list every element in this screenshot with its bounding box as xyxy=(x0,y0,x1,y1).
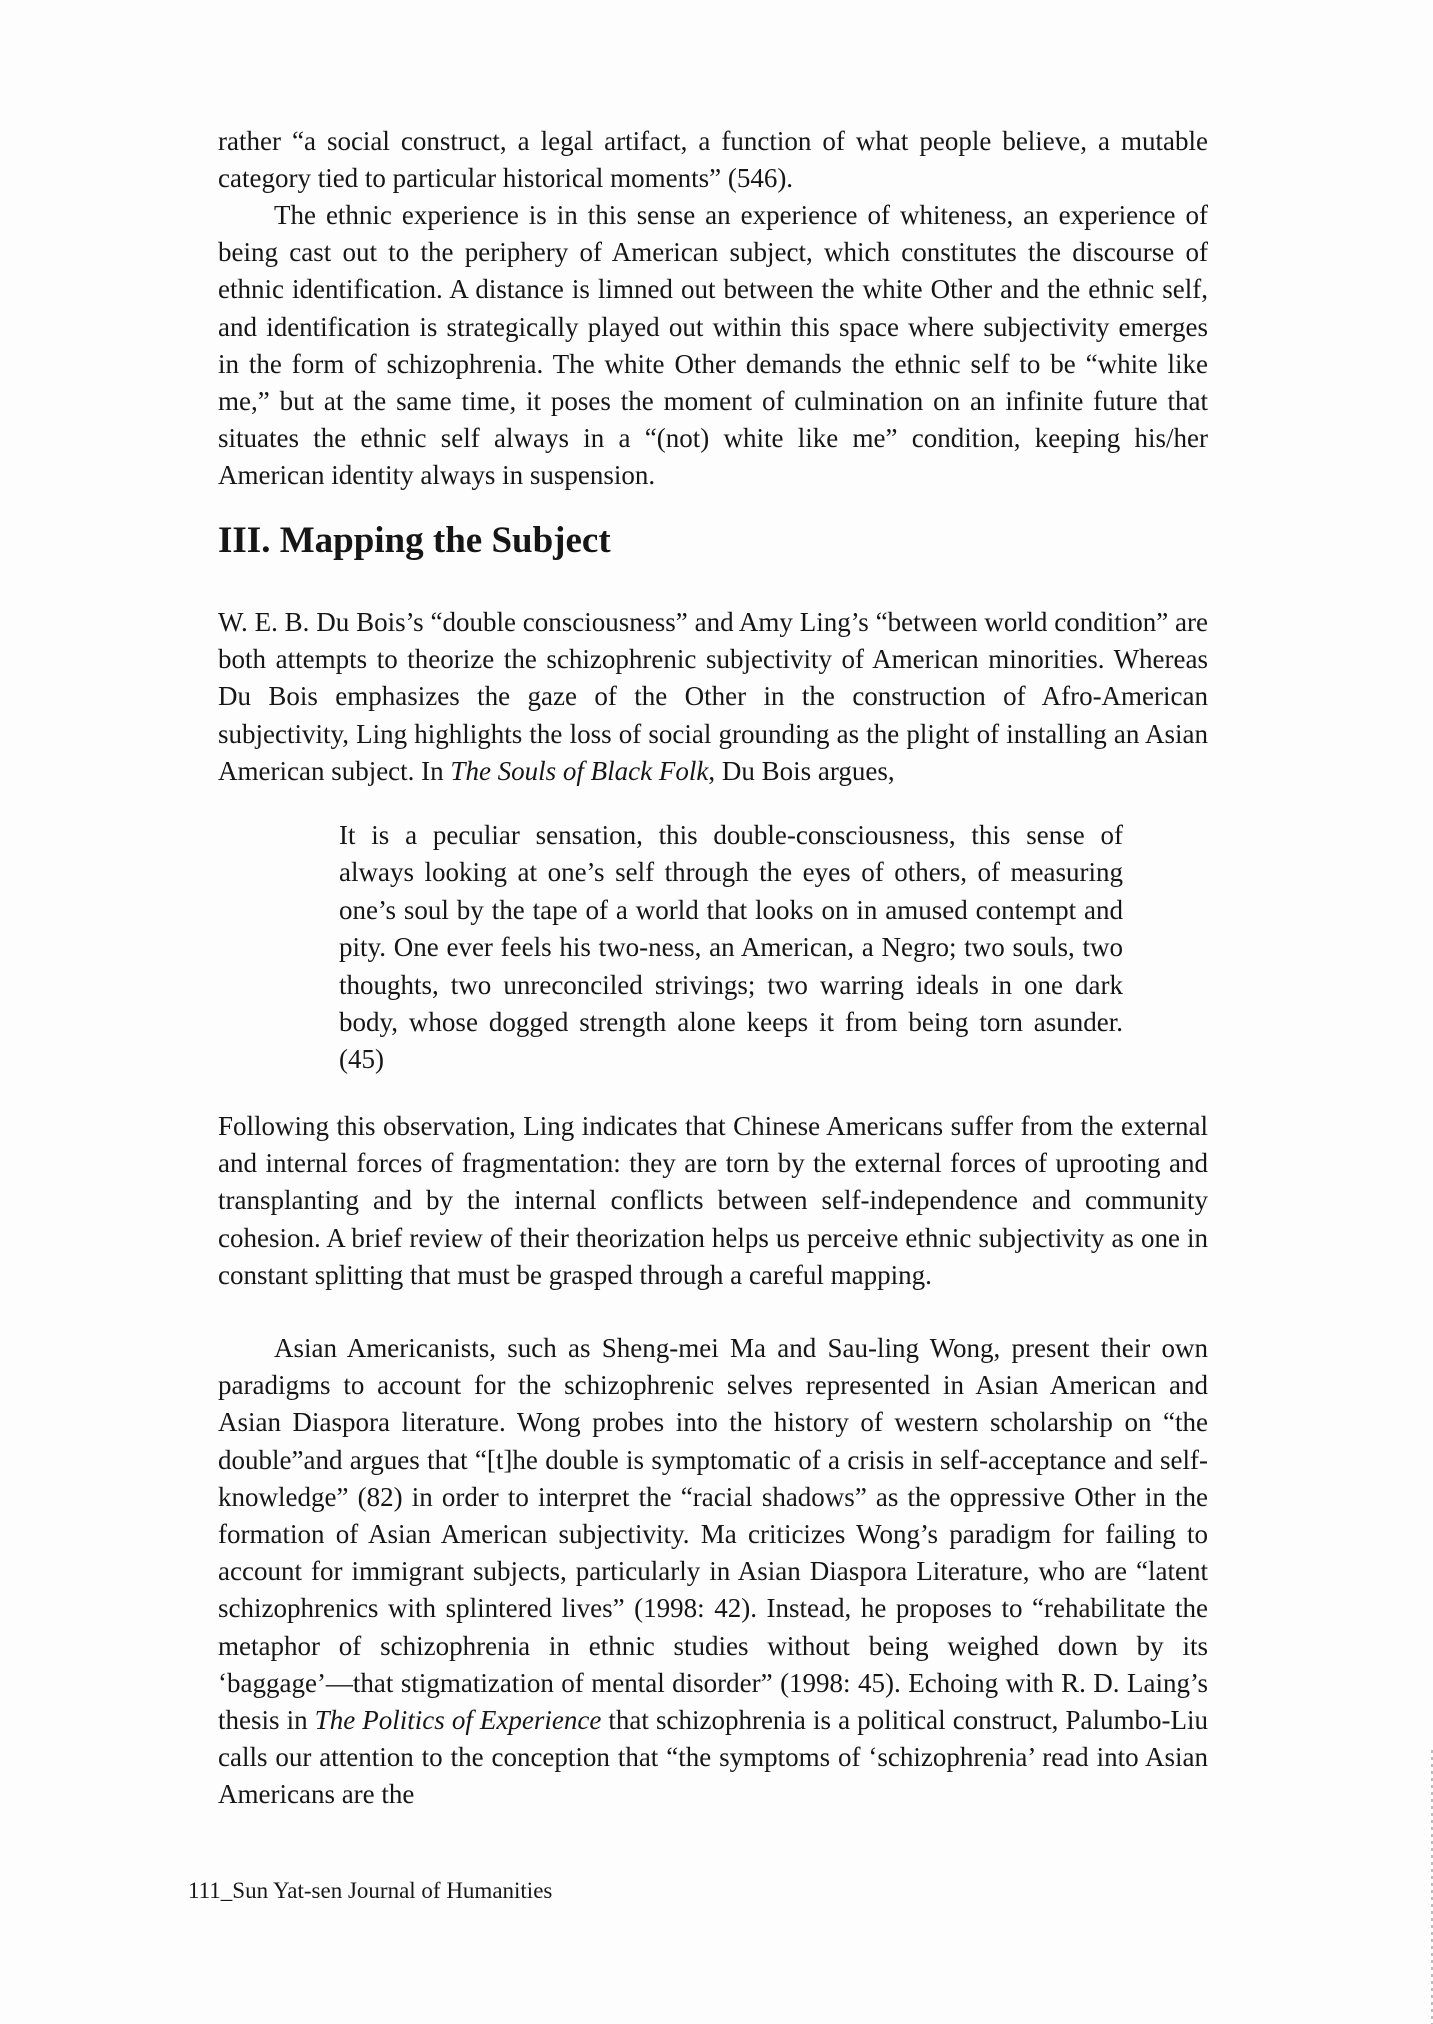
block-quote: It is a peculiar sensation, this double-consciousness, this sense of always looking at one’s self through the eyes of others, of measuring one’s soul by the tape of a world that looks on in amused contempt and pity. One ever feels his two-ness, an American, a Negro; two souls, two thoughts, two unreconciled strivings; two warring ideals in one dark body, whose dogged strength alone keeps it from being torn asunder. (45) xyxy=(339,820,1123,1075)
paragraph-continuation: rather “a social construct, a legal artifact, a function of what people believe, a mutable category tied to particular historical moments” (546). xyxy=(218,126,1208,194)
paragraph-asian-americanists-text: Asian Americanists, such as Sheng-mei Ma and Sau-ling Wong, present their own paradigms to account for the schizophrenic selves represented in Asian American and Asian Diaspora literature. Wong probes into the history of western scholarship on “the double”and argues that “[t]he double is symptomatic of a crisis in self-acceptance and self-knowledge” (82) in order to interpret the “racial shadows” as the oppressive Other in the formation of Asian American subjectivity. Ma criticizes Wong’s paradigm for failing to account for immigrant subjects, particularly in Asian Diaspora Literature, who are “latent schizophrenics with splintered lives” (1998: 42). Instead, he proposes to “rehabilitate the metaphor of schizophrenia in ethnic studies without being weighed down by its ‘baggage’—that stigmatization of mental disorder” (1998: 45). Echoing with R. D. Laing’s thesis in xyxy=(218,1333,1208,1736)
paragraph-du-bois xyxy=(218,604,1208,790)
page-footer: 111_Sun Yat-sen Journal of Humanities xyxy=(188,1878,553,1903)
paragraph-ling: Following this observation, Ling indicates that Chinese Americans suffer from the external and internal forces of fragmentation: they are torn by the external forces of uprooting and transplanting and by the internal conflicts between self-independence and community cohesion. A brief review of their theorization helps us perceive ethnic subjectivity as one in constant splitting that must be grasped through a careful mapping. xyxy=(218,1111,1208,1290)
section-heading: III. Mapping the Subject xyxy=(218,520,611,561)
book-title-souls: The Souls of Black Folk xyxy=(450,755,709,786)
paragraph-ethnic-experience: The ethnic experience is in this sense an experience of whiteness, an experience of being cast out to the periphery of American subject, which constitutes the discourse of ethnic identification. A distance is limned out between the white Other and the ethnic self, and identification is strategically played out within this space where subjectivity emerges in the form of schizophrenia. The white Other demands the ethnic self to be “white like me,” but at the same time, it poses the moment of culmination on an infinite future that situates the ethnic self always in a “(not) white like me” condition, keeping his/her American identity always in suspension. xyxy=(218,200,1208,491)
paragraph-du-bois-tail: , Du Bois argues, xyxy=(708,755,895,786)
book-title-politics: The Politics of Experience xyxy=(314,1705,602,1736)
paragraph-du-bois-text: W. E. B. Du Bois’s “double consciousness” and Amy Ling’s “between world condition” are both attempts to theorize the schizophrenic subjectivity of American minorities. Whereas Du Bois emphasizes the gaze of the Other in the construction of Afro-American subjectivity, Ling highlights the loss of social grounding as the plight of installing an Asian American subject. In xyxy=(218,607,1208,786)
paragraph-asian-americanists-tail: that schizophrenia is a political construct, Palumbo-Liu calls our attention to the conception that “the symptoms of ‘schizophrenia’ read into Asian Americans are the xyxy=(218,1705,1208,1810)
paragraph-asian-americanists xyxy=(218,1330,1208,1814)
